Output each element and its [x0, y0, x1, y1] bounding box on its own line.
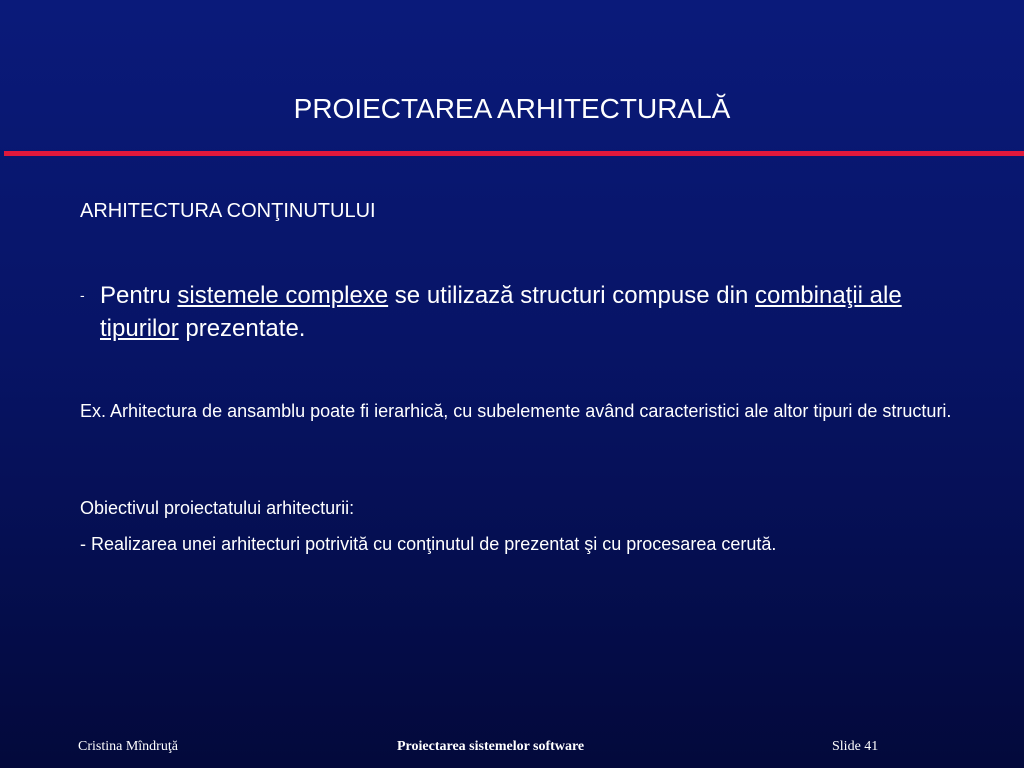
- bullet-marker: -: [80, 287, 85, 303]
- footer-author: Cristina Mîndruţă: [78, 739, 178, 754]
- bullet-text-1: Pentru: [100, 282, 178, 309]
- footer-slide-number: Slide 41: [832, 739, 879, 754]
- title-divider: [4, 151, 1024, 156]
- bullet-text-3: prezentate.: [178, 315, 306, 342]
- slide-title: PROIECTAREA ARHITECTURALĂ: [293, 93, 731, 124]
- bullet-text-2: se utilizază structuri compuse din: [388, 282, 755, 309]
- underlined-term-complex-systems: sistemele complexe: [177, 282, 389, 309]
- underlined-term-combinations: combinaţii ale tipurilor: [100, 282, 902, 342]
- footer-course-title: Proiectarea sistemelor software: [397, 739, 585, 754]
- example-paragraph: Ex. Arhitectura de ansamblu poate fi ierarhică, cu subelemente având caracteristici ale altor tipuri de structuri.: [80, 401, 952, 421]
- objective-item: - Realizarea unei arhitecturi potrivită cu conţinutul de prezentat şi cu procesarea cerută.: [80, 534, 777, 554]
- bullet-paragraph: [80, 279, 980, 345]
- objective-label: Obiectivul proiectatului arhitecturii:: [80, 498, 355, 518]
- section-heading: ARHITECTURA CONŢINUTULUI: [80, 200, 376, 222]
